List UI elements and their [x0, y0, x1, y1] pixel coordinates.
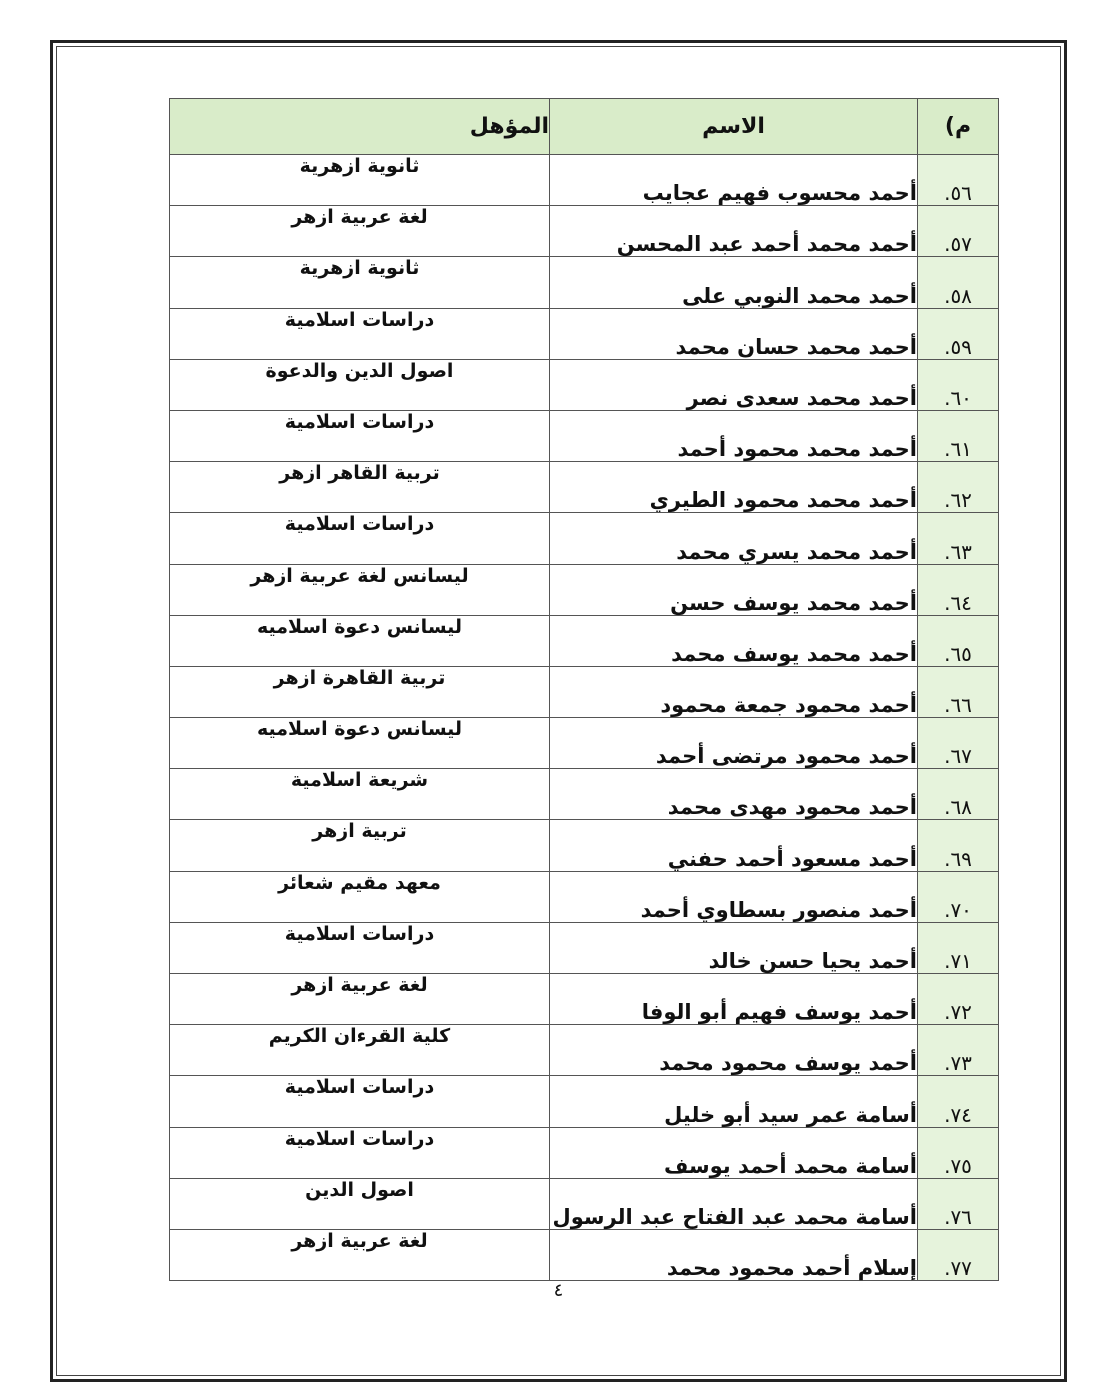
- row-qualification: ثانوية ازهرية: [170, 257, 550, 308]
- row-number: ٦٤.: [918, 564, 999, 615]
- row-number: ٥٧.: [918, 206, 999, 257]
- row-qualification: دراسات اسلامية: [170, 308, 550, 359]
- row-qualification: تربية ازهر: [170, 820, 550, 871]
- row-number: ٥٨.: [918, 257, 999, 308]
- row-qualification: ثانوية ازهرية: [170, 155, 550, 206]
- row-number: ٧٤.: [918, 1076, 999, 1127]
- row-qualification: ليسانس لغة عربية ازهر: [170, 564, 550, 615]
- header-name: الاسم: [550, 99, 918, 155]
- table-row: [170, 462, 999, 513]
- row-qualification: اصول الدين والدعوة: [170, 359, 550, 410]
- row-name: أحمد محمد محمود الطيري: [550, 462, 918, 513]
- row-number: ٦١.: [918, 410, 999, 461]
- names-table: [169, 98, 999, 1281]
- table-row: [170, 1025, 999, 1076]
- table-row: [170, 1178, 999, 1229]
- row-qualification: كلية القرءان الكريم: [170, 1025, 550, 1076]
- table-row: [170, 1076, 999, 1127]
- row-number: ٧٠.: [918, 871, 999, 922]
- row-qualification: دراسات اسلامية: [170, 922, 550, 973]
- row-name: أحمد منصور بسطاوي أحمد: [550, 871, 918, 922]
- row-qualification: معهد مقيم شعائر: [170, 871, 550, 922]
- row-name: أحمد محمد يوسف حسن: [550, 564, 918, 615]
- table-row: [170, 564, 999, 615]
- row-number: ٦٦.: [918, 666, 999, 717]
- row-number: ٧٧.: [918, 1229, 999, 1280]
- row-qualification: تربية القاهرة ازهر: [170, 666, 550, 717]
- row-name: أحمد محمود مرتضى أحمد: [550, 718, 918, 769]
- row-name: أحمد محمود مهدى محمد: [550, 769, 918, 820]
- table-row: [170, 974, 999, 1025]
- row-name: أحمد محسوب فهيم عجايب: [550, 155, 918, 206]
- page-number: ٤: [553, 1280, 564, 1301]
- row-qualification: تربية القاهر ازهر: [170, 462, 550, 513]
- table-row: [170, 769, 999, 820]
- header-qualification: المؤهل: [170, 99, 550, 155]
- row-qualification: لغة عربية ازهر: [170, 206, 550, 257]
- table-row: [170, 1127, 999, 1178]
- table-row: [170, 820, 999, 871]
- row-qualification: دراسات اسلامية: [170, 410, 550, 461]
- row-number: ٦٠.: [918, 359, 999, 410]
- row-number: ٥٩.: [918, 308, 999, 359]
- row-qualification: شريعة اسلامية: [170, 769, 550, 820]
- table-row: [170, 718, 999, 769]
- table-row: [170, 206, 999, 257]
- row-name: إسلام أحمد محمود محمد: [550, 1229, 918, 1280]
- row-number: ٦٥.: [918, 615, 999, 666]
- table-row: [170, 359, 999, 410]
- table-row: [170, 257, 999, 308]
- row-qualification: لغة عربية ازهر: [170, 974, 550, 1025]
- row-name: أحمد محمد يسري محمد: [550, 513, 918, 564]
- row-qualification: لغة عربية ازهر: [170, 1229, 550, 1280]
- row-qualification: دراسات اسلامية: [170, 513, 550, 564]
- row-name: أحمد يوسف فهيم أبو الوفا: [550, 974, 918, 1025]
- row-name: أحمد محمد محمود أحمد: [550, 410, 918, 461]
- row-name: أحمد محمد يوسف محمد: [550, 615, 918, 666]
- header-number: م): [918, 99, 999, 155]
- row-number: ٦٨.: [918, 769, 999, 820]
- row-name: أحمد محمد حسان محمد: [550, 308, 918, 359]
- row-number: ٦٩.: [918, 820, 999, 871]
- row-number: ٧٥.: [918, 1127, 999, 1178]
- row-name: أحمد مسعود أحمد حفني: [550, 820, 918, 871]
- row-name: أحمد محمود جمعة محمود: [550, 666, 918, 717]
- row-number: ٧٦.: [918, 1178, 999, 1229]
- row-number: ٧٢.: [918, 974, 999, 1025]
- row-qualification: اصول الدين: [170, 1178, 550, 1229]
- row-qualification: ليسانس دعوة اسلاميه: [170, 615, 550, 666]
- row-qualification: دراسات اسلامية: [170, 1127, 550, 1178]
- row-number: ٦٢.: [918, 462, 999, 513]
- table-row: [170, 308, 999, 359]
- row-name: أحمد محمد أحمد عبد المحسن: [550, 206, 918, 257]
- table-body: [170, 155, 999, 1281]
- table-row: [170, 1229, 999, 1280]
- row-number: ٥٦.: [918, 155, 999, 206]
- row-number: ٦٣.: [918, 513, 999, 564]
- row-name: أسامة عمر سيد أبو خليل: [550, 1076, 918, 1127]
- row-qualification: دراسات اسلامية: [170, 1076, 550, 1127]
- row-name: أحمد يحيا حسن خالد: [550, 922, 918, 973]
- row-name: أحمد محمد سعدى نصر: [550, 359, 918, 410]
- table-row: [170, 871, 999, 922]
- table-row: [170, 615, 999, 666]
- row-qualification: ليسانس دعوة اسلاميه: [170, 718, 550, 769]
- row-number: ٦٧.: [918, 718, 999, 769]
- row-name: أسامة محمد عبد الفتاح عبد الرسول: [550, 1178, 918, 1229]
- table-row: [170, 155, 999, 206]
- row-name: أسامة محمد أحمد يوسف: [550, 1127, 918, 1178]
- table-row: [170, 513, 999, 564]
- table-row: [170, 410, 999, 461]
- row-number: ٧١.: [918, 922, 999, 973]
- table-header-row: [170, 99, 999, 155]
- row-number: ٧٣.: [918, 1025, 999, 1076]
- row-name: أحمد محمد النوبي على: [550, 257, 918, 308]
- row-name: أحمد يوسف محمود محمد: [550, 1025, 918, 1076]
- table-row: [170, 666, 999, 717]
- table-row: [170, 922, 999, 973]
